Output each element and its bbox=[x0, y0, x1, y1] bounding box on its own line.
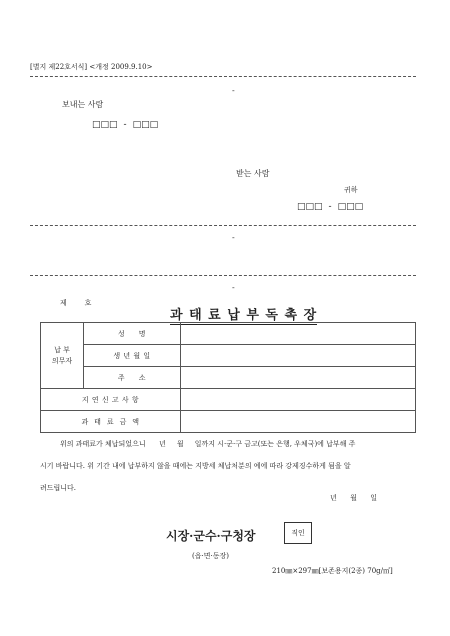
obligor-group-label bbox=[41, 323, 84, 389]
document-title: 과 태 료 납 부 독 촉 장 bbox=[170, 304, 317, 325]
branch-title: (읍·면·동장) bbox=[192, 552, 229, 560]
sender-postal-code bbox=[92, 120, 158, 130]
delay-report-label: 지 연 신 고 사 항 bbox=[41, 389, 181, 411]
birth-value bbox=[181, 345, 416, 367]
postal-left: □□□ bbox=[92, 120, 118, 130]
issue-date: 년 월 일 bbox=[330, 494, 377, 502]
honorific: 귀하 bbox=[344, 186, 358, 194]
address-label: 주 소 bbox=[84, 367, 181, 389]
recipient-postal-code bbox=[297, 202, 363, 212]
notice-body bbox=[40, 433, 416, 499]
separator-mark: - bbox=[232, 283, 235, 292]
postal-dash: - bbox=[123, 120, 127, 130]
form-number: [별지 제22호서식] <개정 2009.9.10> bbox=[30, 63, 153, 71]
name-value bbox=[181, 323, 416, 345]
official-seal-box: 직인 bbox=[284, 522, 312, 544]
document-number-label: 제 호 bbox=[60, 299, 92, 307]
postal-left: □□□ bbox=[297, 202, 323, 212]
postal-right: □□□ bbox=[337, 202, 364, 212]
name-label: 성 명 bbox=[84, 323, 181, 345]
cut-line bbox=[30, 225, 416, 226]
paper-spec: 210㎜×297㎜[보존용지(2종) 70g/㎡] bbox=[272, 567, 393, 575]
obligor-group-line-1: 납 부 bbox=[54, 345, 70, 354]
separator-mark: - bbox=[232, 86, 235, 95]
sender-label: 보내는 사람 bbox=[62, 100, 104, 109]
cut-line bbox=[30, 76, 416, 77]
address-value bbox=[181, 367, 416, 389]
body-line-2: 시기 바랍니다. 위 기간 내에 납부하지 않을 때에는 지방세 체납처분의 예에 따라 강제징수하게 됨을 알 bbox=[40, 462, 351, 470]
body-line-1: 위의 과태료가 체납되었으니 년 월 일까지 시·군·구 금고(또는 은행, 우체국)에 납부해 주 bbox=[60, 440, 356, 448]
fine-amount-label: 과 태 료 금 액 bbox=[41, 411, 181, 433]
obligor-table bbox=[40, 322, 416, 433]
fine-amount-value bbox=[181, 411, 416, 433]
body-line-3: 려드립니다. bbox=[40, 484, 77, 492]
separator-mark: - bbox=[232, 233, 235, 242]
obligor-group-line-2: 의무자 bbox=[51, 356, 73, 365]
birth-label: 생 년 월 일 bbox=[84, 345, 181, 367]
cut-line bbox=[30, 275, 416, 276]
delay-report-value bbox=[181, 389, 416, 411]
recipient-label: 받는 사람 bbox=[236, 169, 270, 178]
postal-right: □□□ bbox=[132, 120, 159, 130]
postal-dash: - bbox=[328, 202, 332, 212]
signer-title: 시장·군수·구청장 bbox=[166, 529, 256, 543]
